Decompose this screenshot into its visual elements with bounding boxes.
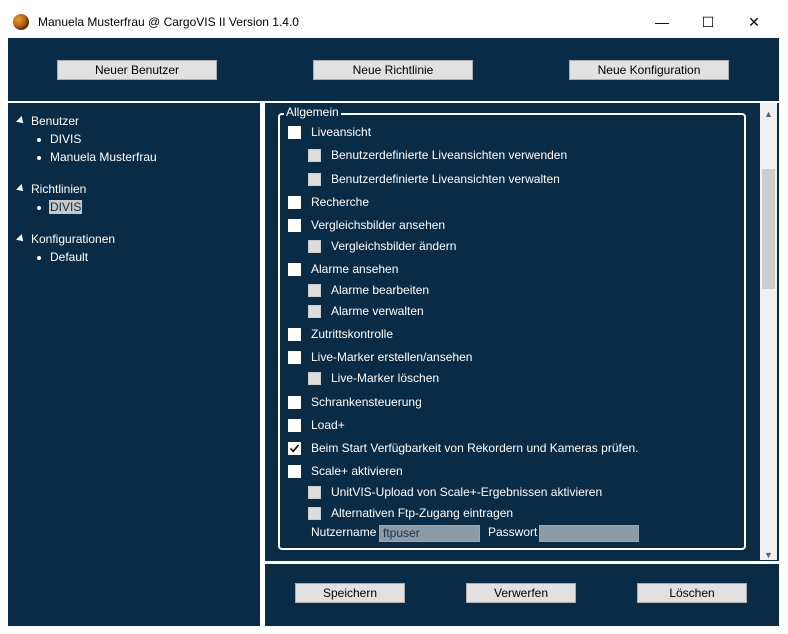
tree-item-user-manuela[interactable]: Manuela Musterfrau [50,150,157,164]
permission-row[interactable] [308,283,429,297]
bullet-icon [37,206,41,210]
title-bar [0,0,788,38]
permission-row[interactable] [288,262,398,276]
checkbox[interactable] [288,396,301,409]
permission-label: Alarme bearbeiten [331,283,430,297]
permission-row[interactable] [308,371,439,385]
permission-label: UnitVIS-Upload von Scale+-Ergebnissen aktivieren [331,485,603,499]
tree-node-users[interactable]: Benutzer [31,114,80,128]
permission-row[interactable] [288,125,371,139]
permission-row[interactable] [308,506,513,520]
permission-label: Load+ [311,418,345,432]
permission-row[interactable] [288,464,403,478]
save-button[interactable]: Speichern [295,583,405,603]
checkbox[interactable] [308,173,321,186]
minimize-button[interactable] [640,8,684,36]
checkbox[interactable] [288,351,301,364]
scroll-down-icon[interactable]: ▼ [764,549,773,560]
divider-actions [265,561,779,564]
permission-row[interactable] [308,239,456,253]
app-icon [13,14,29,30]
minimize-icon: — [655,14,669,30]
permission-label: Scale+ aktivieren [311,464,403,478]
discard-button[interactable]: Verwerfen [466,583,576,603]
checkbox[interactable] [308,284,321,297]
permission-label: Live-Marker löschen [331,371,440,385]
permission-row[interactable] [288,350,472,364]
checkbox[interactable] [308,305,321,318]
permission-row[interactable] [308,148,567,162]
checkbox[interactable] [308,149,321,162]
permission-label: Alarme ansehen [311,262,399,276]
permission-label: Recherche [311,195,370,209]
window-title: Manuela Musterfrau @ CargoVIS II Version 1.4.0 [38,15,299,29]
bullet-icon [37,256,41,260]
ftp-password-label: Passwort [488,525,538,539]
permission-row[interactable] [288,327,393,341]
ftp-user-row [311,525,376,539]
checkbox[interactable] [288,419,301,432]
scroll-up-icon[interactable]: ▲ [764,108,773,119]
permission-row[interactable] [288,195,369,209]
checkbox[interactable] [308,372,321,385]
group-title: Allgemein [286,105,339,119]
permission-row[interactable] [288,418,345,432]
ftp-user-label: Nutzername [311,525,377,539]
permission-label: Zutrittskontrolle [311,327,394,341]
permission-label: Vergleichsbilder ansehen [311,218,446,232]
permission-label: Alternativen Ftp-Zugang eintragen [331,506,514,520]
new-user-button[interactable]: Neuer Benutzer [57,60,217,80]
divider-left-top [8,101,260,103]
checkbox[interactable] [308,240,321,253]
permission-label: Beim Start Verfügbarkeit von Rekordern und Kameras prüfen. [311,441,639,455]
tree-node-policies[interactable]: Richtlinien [31,182,87,196]
new-configuration-button[interactable]: Neue Konfiguration [569,60,729,80]
close-button[interactable] [732,8,776,36]
maximize-button[interactable] [686,8,730,36]
checkbox[interactable] [288,465,301,478]
permission-row[interactable] [308,172,560,186]
checkbox[interactable] [308,486,321,499]
checkbox[interactable] [288,263,301,276]
permission-label: Benutzerdefinierte Liveansichten verwenden [331,148,568,162]
bullet-icon [37,156,41,160]
delete-button[interactable]: Löschen [637,583,747,603]
permission-row[interactable] [308,304,424,318]
ftp-password-input[interactable] [539,525,639,542]
permission-label: Liveansicht [311,125,372,139]
splitter[interactable] [260,101,265,626]
window-frame-left [0,0,8,634]
window-frame-bottom [0,626,788,634]
checkbox[interactable] [288,219,301,232]
checkbox[interactable] [288,126,301,139]
checkbox-checked-icon[interactable] [288,442,301,455]
tree-item-user-divis[interactable]: DIVIS [50,132,82,146]
close-icon: ✕ [748,13,760,30]
permission-row[interactable] [308,485,602,499]
permission-row[interactable] [288,441,639,455]
maximize-icon: ☐ [701,13,715,30]
ftp-user-input[interactable]: ftpuser [379,525,480,542]
ftp-password-row [488,525,537,539]
divider-right-top [265,101,779,103]
permission-label: Alarme verwalten [331,304,424,318]
checkbox[interactable] [288,328,301,341]
permission-row[interactable] [288,218,445,232]
checkbox[interactable] [308,507,321,520]
permission-label: Vergleichsbilder ändern [331,239,457,253]
tree-item-policy-divis[interactable]: DIVIS [50,200,82,214]
scrollbar-thumb[interactable] [762,169,775,289]
permission-label: Live-Marker erstellen/ansehen [311,350,473,364]
permission-label: Benutzerdefinierte Liveansichten verwalten [331,172,560,186]
tree-item-config-default[interactable]: Default [50,250,89,264]
checkbox[interactable] [288,196,301,209]
permission-row[interactable] [288,395,422,409]
new-policy-button[interactable]: Neue Richtlinie [313,60,473,80]
tree-node-configurations[interactable]: Konfigurationen [31,232,116,246]
permission-label: Schrankensteuerung [311,395,422,409]
bullet-icon [37,138,41,142]
